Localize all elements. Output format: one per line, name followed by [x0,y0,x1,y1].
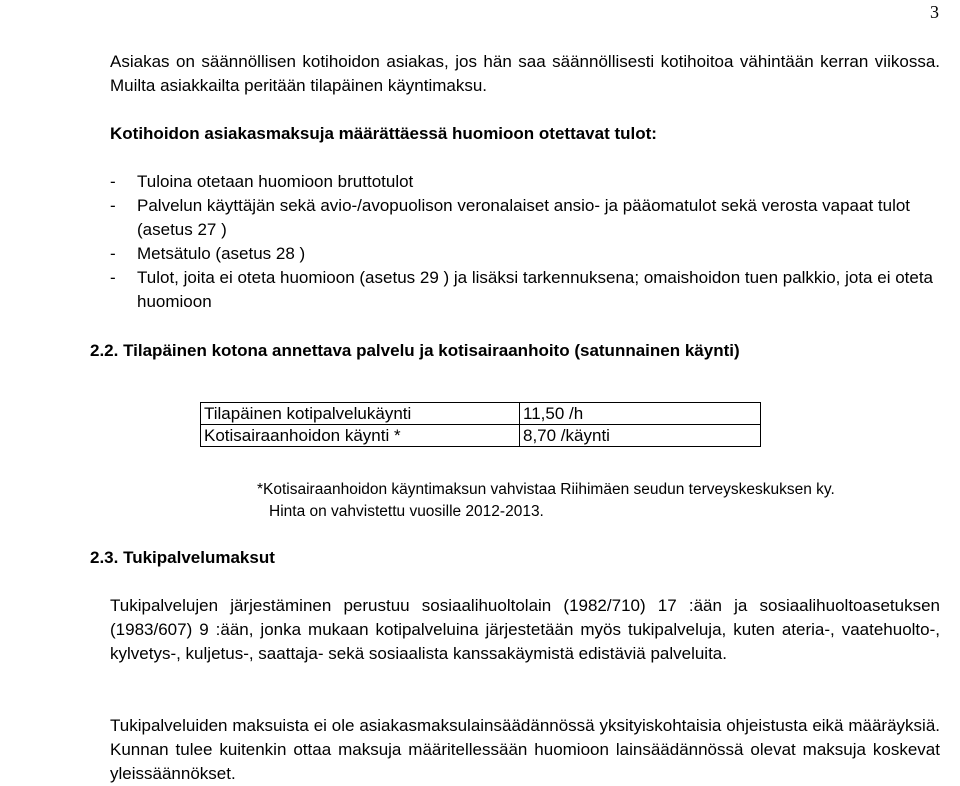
list-item [110,194,940,242]
price-cell: 8,70 /käynti [520,425,761,447]
table-row [201,425,761,447]
list-dash: - [110,268,116,287]
section-2-3-heading: 2.3. Tukipalvelumaksut [90,548,275,567]
list-dash: - [110,244,116,263]
list-item-text: Palvelun käyttäjän sekä avio-/avopuolison veronalaiset ansio- ja pääomatulot sekä verosta vapaat tulot (asetus 27 ) [137,196,911,239]
service-cell: Tilapäinen kotipalvelukäynti [201,403,520,425]
list-item [110,242,940,266]
list-dash: - [110,172,116,191]
price-cell: 11,50 /h [520,403,761,425]
footnote-line-2: Hinta on vahvistettu vuosille 2012-2013. [269,503,544,520]
income-list [110,170,940,314]
service-cell: Kotisairaanhoidon käynti * [201,425,520,447]
list-item-text: Tulot, joita ei oteta huomioon (asetus 29 ) ja lisäksi tarkennuksena; omaishoidon tuen palkkio, jota ei oteta huomioon [137,268,934,311]
footnote-line-1: *Kotisairaanhoidon käyntimaksun vahvistaa Riihimäen seudun terveyskeskuksen ky. [257,481,835,498]
page-number: 3 [930,2,939,22]
fees-table [200,402,761,447]
income-heading: Kotihoidon asiakasmaksuja määrättäessä huomioon otettavat tulot: [110,124,657,143]
intro-paragraph: Asiakas on säännöllisen kotihoidon asiakas, jos hän saa säännöllisesti kotihoitoa vähintään kerran viikossa. Muilta asiakkailta peritään tilapäinen käyntimaksu. [110,52,940,95]
list-dash: - [110,196,116,215]
list-item [110,170,940,194]
list-item [110,266,940,314]
section-2-2-heading: 2.2. Tilapäinen kotona annettava palvelu ja kotisairaanhoito (satunnainen käynti) [90,341,740,360]
table-row [201,403,761,425]
support-services-paragraph-1: Tukipalvelujen järjestäminen perustuu sosiaalihuoltolain (1982/710) 17 :ään ja sosiaalihuoltoasetuksen (1983/607) 9 :ään, jonka mukaan kotipalveluina järjestetään myös tukipalveluja, kuten ateria-, vaatehuolto-, kylvetys-, kuljetus-, saattaja- sekä sosiaalista kanssakäymistä edistäviä palveluita. [110,596,940,663]
list-item-text: Metsätulo (asetus 28 ) [137,244,306,263]
support-services-paragraph-2: Tukipalveluiden maksuista ei ole asiakasmaksulainsäädännössä yksityiskohtaisia ohjeistusta eikä määräyksiä. Kunnan tulee kuitenkin ottaa maksuja määritellessään huomioon lainsäädännössä olevat maksuja koskevat yleissäännökset. [110,716,940,783]
list-item-text: Tuloina otetaan huomioon bruttotulot [137,172,414,191]
fees-footnote [257,479,957,523]
